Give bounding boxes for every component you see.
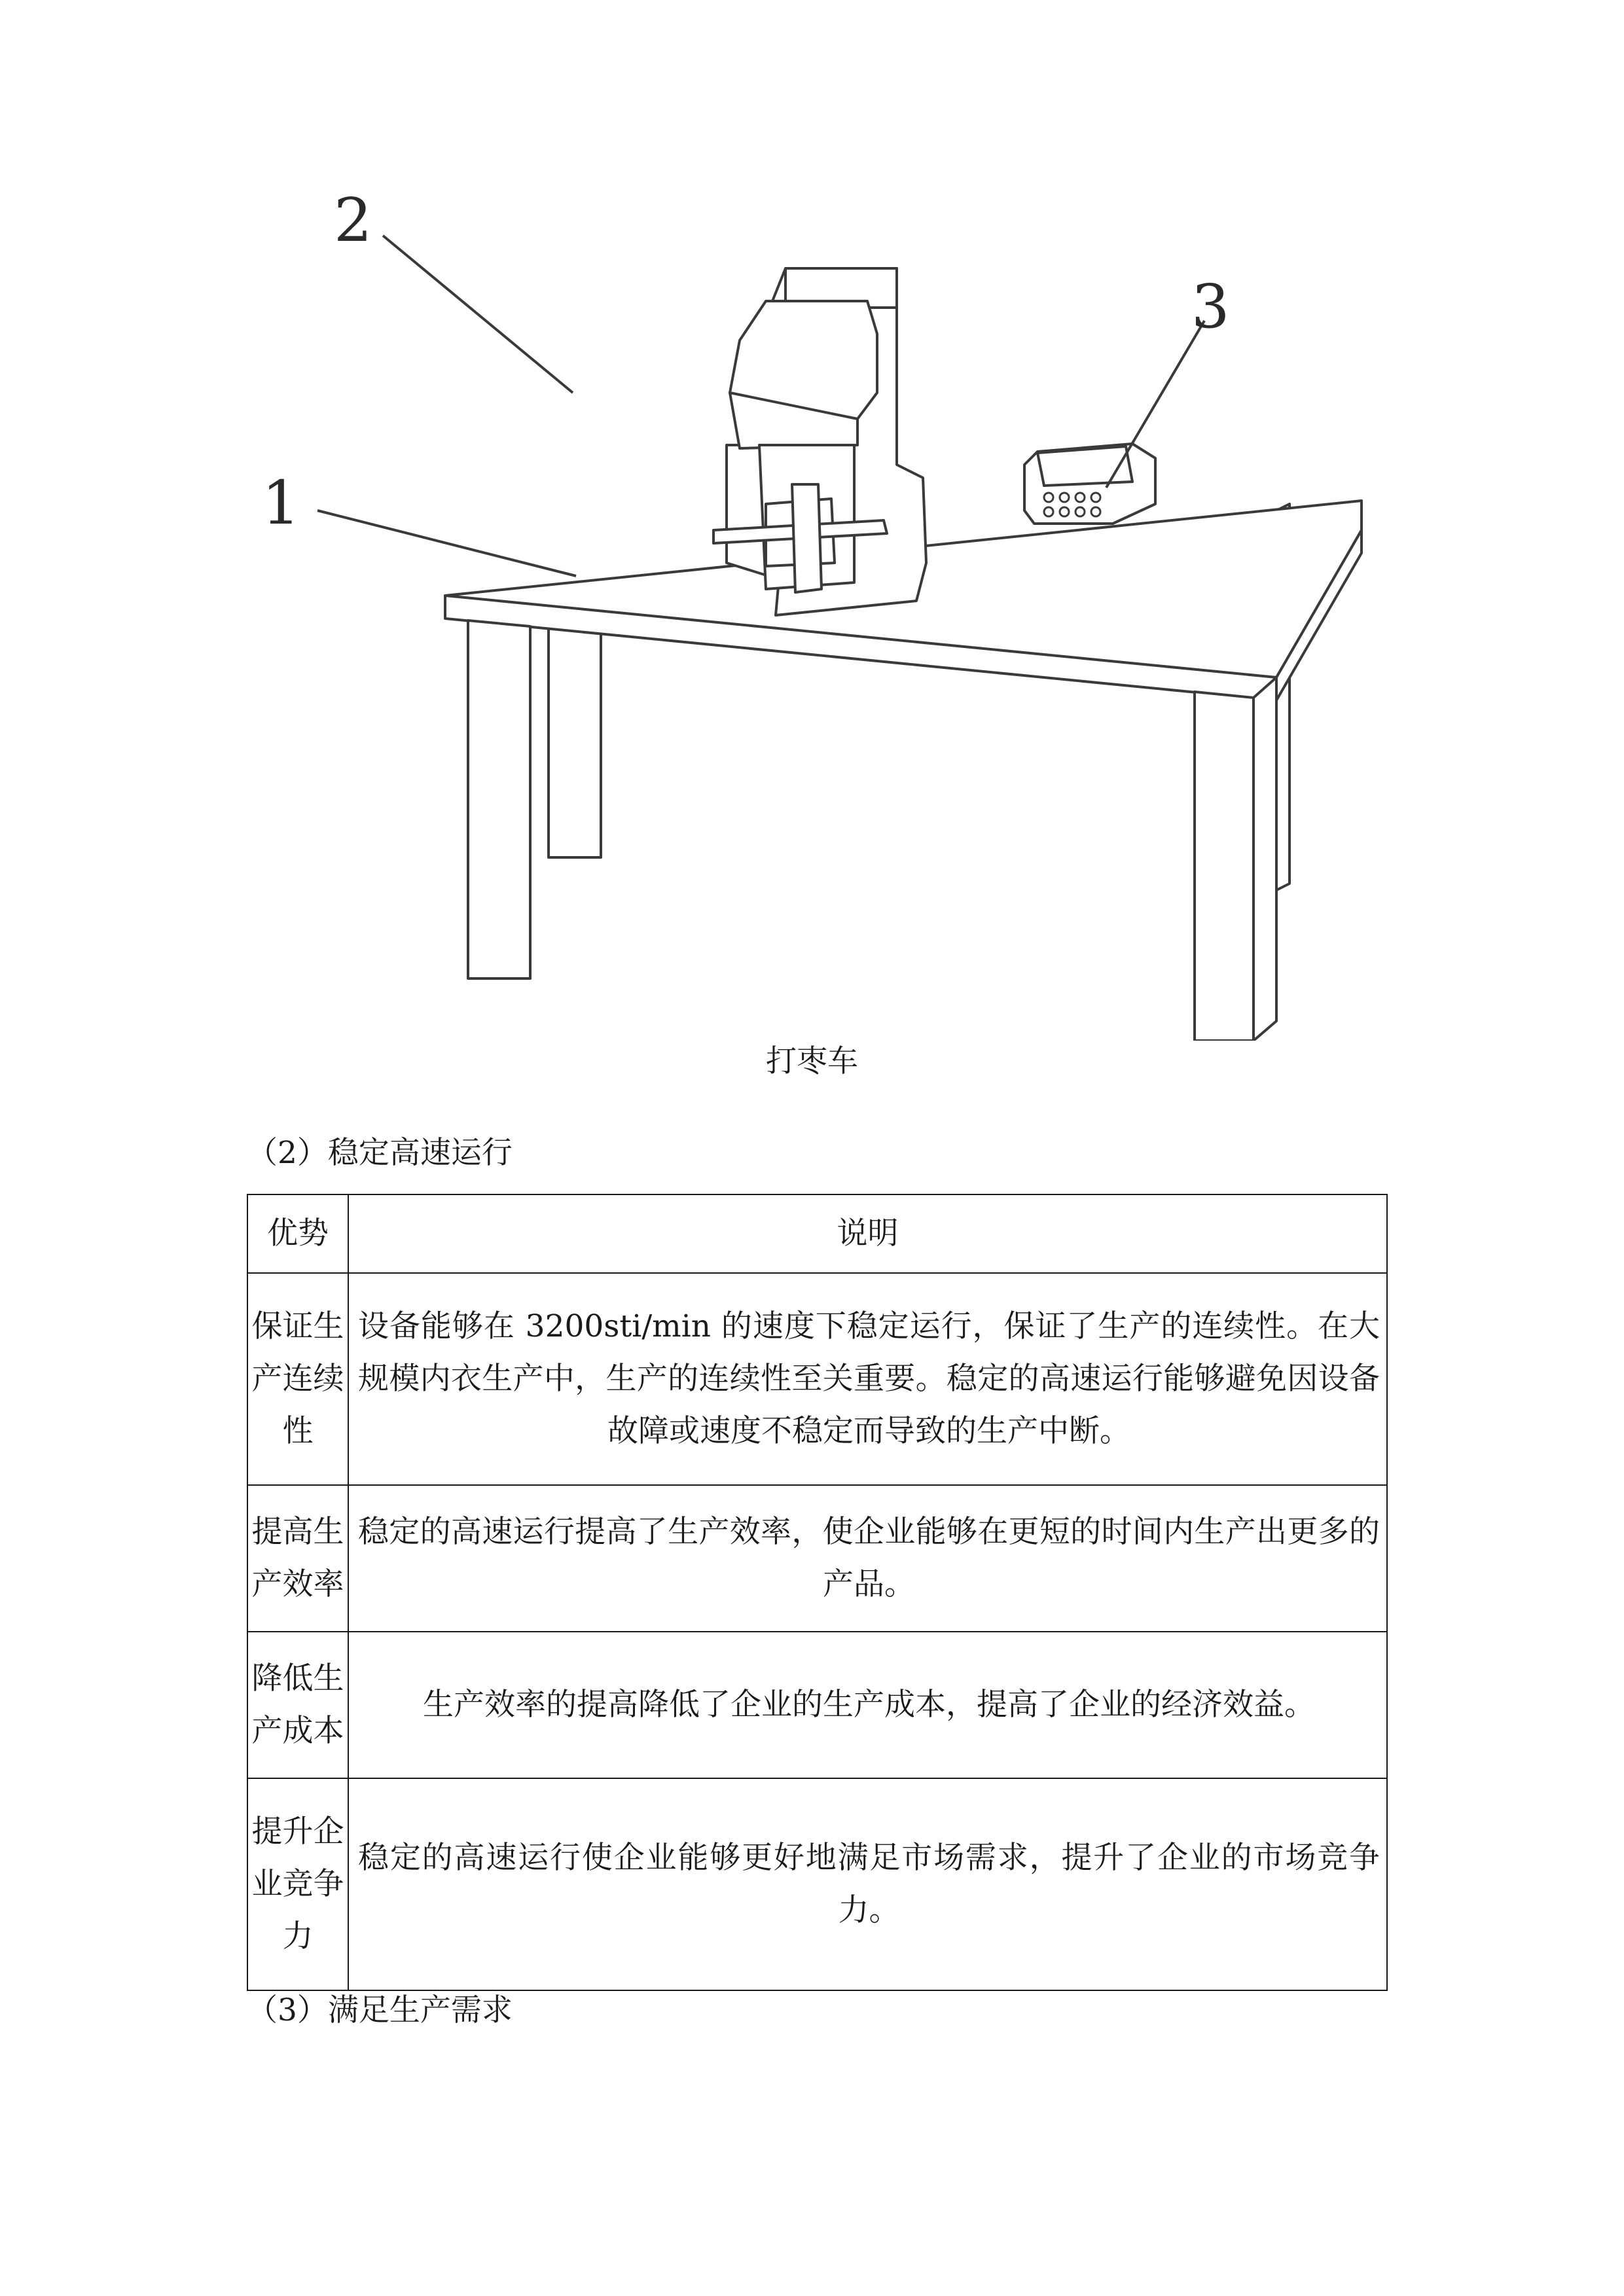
advantages-table	[247, 1194, 1388, 1991]
machine-clamp	[792, 484, 821, 592]
bartack-machine-drawing	[242, 196, 1368, 1041]
description-text: 生产效率的提高降低了企业的生产成本，提高了企业的经济效益。	[423, 1687, 1315, 1723]
advantage-text: 保证生产连续性	[251, 1308, 344, 1449]
description-cell	[348, 1485, 1387, 1632]
description-cell	[348, 1273, 1387, 1485]
description-cell	[348, 1778, 1387, 1990]
table-row	[247, 1632, 1387, 1778]
bartack-machine-figure	[242, 196, 1368, 1041]
advantage-text: 提升企业竞争力	[251, 1814, 344, 1954]
callout-2: 2	[334, 196, 372, 255]
description-cell	[348, 1632, 1387, 1778]
section-heading-stable-high-speed: （2）稳定高速运行	[247, 1135, 513, 1171]
description-text: 稳定的高速运行使企业能够更好地满足市场需求，提升了企业的市场竞争力。	[358, 1840, 1380, 1928]
description-text: 稳定的高速运行提高了生产效率，使企业能够在更短的时间内生产出更多的产品。	[358, 1514, 1380, 1602]
advantage-cell	[247, 1778, 348, 1990]
section-heading-meet-production-demand: （3）满足生产需求	[247, 1992, 513, 2028]
table-leg-back-left	[549, 628, 601, 857]
table-row	[247, 1273, 1387, 1485]
advantage-text: 降低生产成本	[251, 1660, 344, 1749]
table-leg-front-right	[1195, 692, 1254, 1041]
figure-caption: 打枣车	[766, 1043, 858, 1079]
table-leg-front-left	[468, 620, 530, 978]
advantage-text: 提高生产效率	[251, 1514, 344, 1602]
table-leg-front-right-side	[1254, 677, 1276, 1041]
table-row	[247, 1485, 1387, 1632]
callout-1-leader	[317, 511, 576, 576]
advantage-cell	[247, 1632, 348, 1778]
table-row	[247, 1778, 1387, 1990]
callout-2-leader	[383, 236, 573, 393]
header-advantage: 优势	[247, 1194, 348, 1273]
description-text: 设备能够在 3200sti/min 的速度下稳定运行，保证了生产的连续性。在大规模内衣生产中，生产的连续性至关重要。稳定的高速运行能够避免因设备故障或速度不稳定而导致的生产中断。	[358, 1308, 1380, 1449]
table-header-row	[247, 1194, 1387, 1273]
callout-3: 3	[1191, 272, 1230, 342]
header-description: 说明	[348, 1194, 1387, 1273]
advantage-cell	[247, 1485, 348, 1632]
advantage-cell	[247, 1273, 348, 1485]
callout-1: 1	[262, 468, 300, 538]
